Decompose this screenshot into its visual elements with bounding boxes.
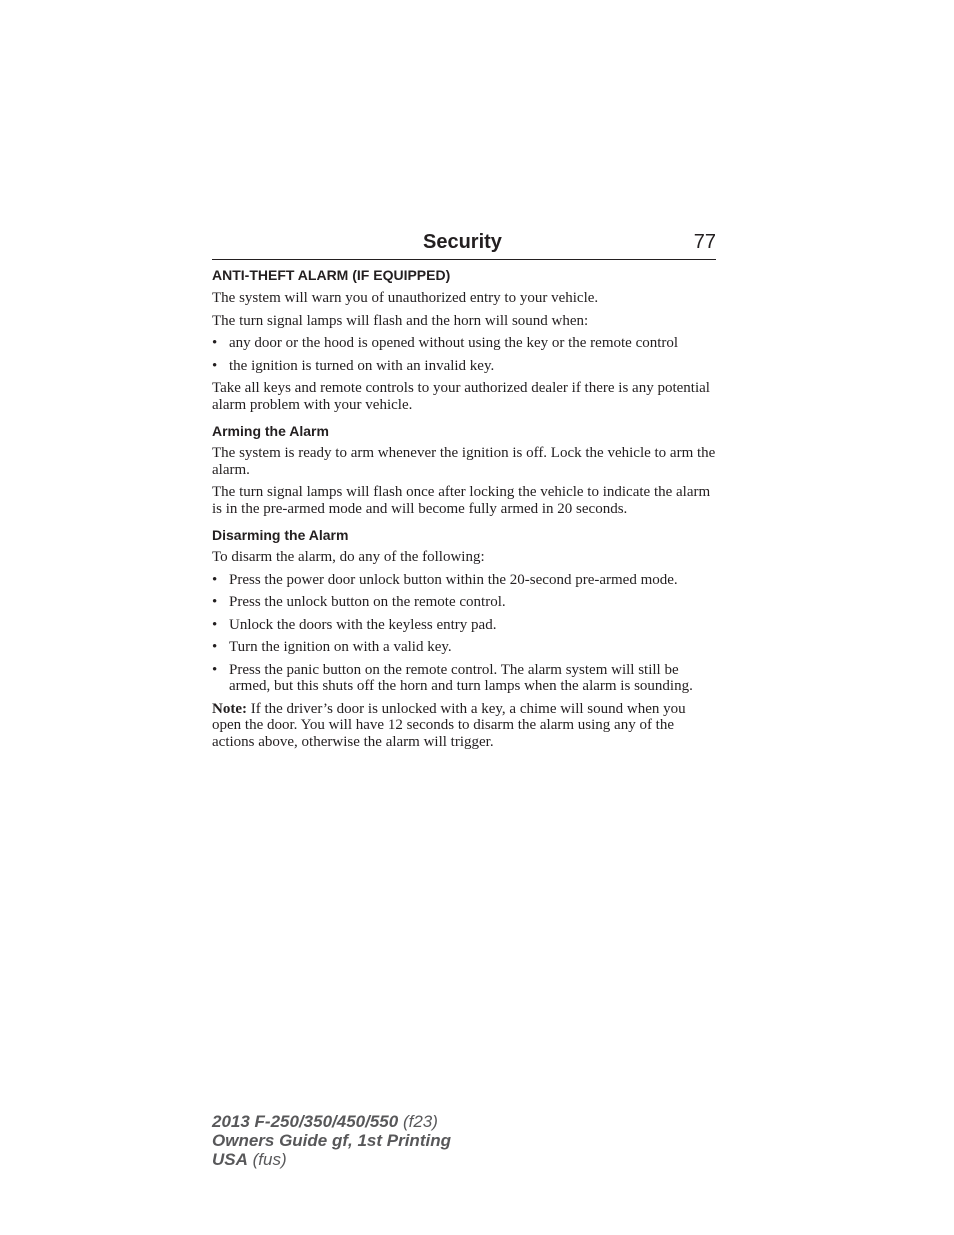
list-item <box>212 594 716 611</box>
note-paragraph <box>212 701 716 751</box>
arming-heading: Arming the Alarm <box>212 423 329 439</box>
list-item <box>212 335 716 352</box>
page-number: 77 <box>693 231 716 253</box>
arming-para-1: The system is ready to arm whenever the ignition is off. Lock the vehicle to arm the alarm. <box>212 445 716 478</box>
footer-market-code: (fus) <box>247 1150 287 1169</box>
bullet-icon: • <box>212 594 218 610</box>
disarming-list <box>212 572 716 695</box>
footer-model-code: (f23) <box>398 1112 438 1131</box>
footer-model: 2013 F-250/350/450/550 <box>212 1112 399 1131</box>
list-item-text: Press the power door unlock button within the 20-second pre-armed mode. <box>229 571 678 588</box>
anti-theft-para-3: Take all keys and remote controls to your authorized dealer if there is any potential alarm problem with your vehicle. <box>212 380 710 413</box>
list-item-text: Turn the ignition on with a valid key. <box>229 639 452 655</box>
bullet-icon: • <box>212 616 218 633</box>
bullet-icon: • <box>212 571 218 588</box>
anti-theft-trigger-list <box>212 335 716 374</box>
anti-theft-para-2: The turn signal lamps will flash and the horn will sound when: <box>212 312 589 329</box>
bullet-icon: • <box>212 639 218 655</box>
note-text: If the driver’s door is unlocked with a key, a chime will sound when you open the door. You will have 12 seconds to disarm the alarm using any of the actions above, otherwise the alarm will trigger. <box>212 700 686 750</box>
footer-line-2: Owners Guide gf, 1st Printing <box>212 1131 451 1150</box>
footer-line-3 <box>212 1150 451 1169</box>
list-item <box>212 662 716 695</box>
list-item <box>212 639 716 656</box>
list-item-text: Press the unlock button on the remote control. <box>229 594 506 610</box>
page-header <box>212 229 716 260</box>
footer-line-1 <box>212 1112 451 1131</box>
bullet-icon: • <box>212 357 218 374</box>
anti-theft-para-1: The system will warn you of unauthorized entry to your vehicle. <box>212 290 599 306</box>
list-item-text: Unlock the doors with the keyless entry pad. <box>229 616 497 633</box>
disarming-heading: Disarming the Alarm <box>212 527 349 543</box>
list-item-text: any door or the hood is opened without using the key or the remote control <box>229 335 679 351</box>
page-footer <box>212 1112 451 1169</box>
section-title: Security <box>423 231 502 253</box>
list-item <box>212 617 716 634</box>
list-item <box>212 572 716 589</box>
list-item <box>212 358 716 375</box>
disarming-intro: To disarm the alarm, do any of the following: <box>212 549 485 565</box>
note-label: Note: <box>212 700 247 717</box>
list-item-text: the ignition is turned on with an invalid key. <box>229 357 495 374</box>
bullet-icon: • <box>212 335 218 351</box>
bullet-icon: • <box>212 661 218 678</box>
page-content <box>212 266 716 756</box>
arming-para-2: The turn signal lamps will flash once after locking the vehicle to indicate the alarm is in the pre-armed mode and will become fully armed in 20 seconds. <box>212 484 711 517</box>
footer-market: USA <box>212 1150 248 1169</box>
anti-theft-heading: ANTI-THEFT ALARM (IF EQUIPPED) <box>212 267 451 283</box>
list-item-text: Press the panic button on the remote control. The alarm system will still be armed, but this shuts off the horn and turn lamps when the alarm is sounding. <box>229 661 693 694</box>
